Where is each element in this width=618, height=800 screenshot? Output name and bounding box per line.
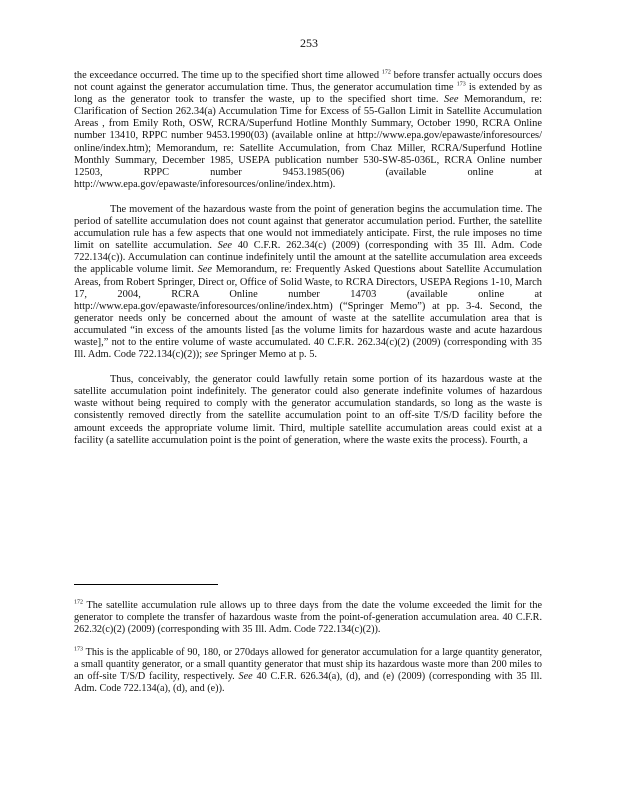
citation-signal: See	[238, 671, 253, 682]
footnotes	[74, 600, 542, 706]
body-text	[74, 70, 542, 460]
footnote-marker: 173	[74, 646, 83, 653]
text-segment: Springer Memo at p. 5.	[218, 349, 318, 361]
text-segment: before transfer actually occurs does not count against the generator accumulation time. Thus, the generator accumulation time	[74, 70, 542, 94]
citation-signal: see	[204, 349, 219, 361]
footnote-marker: 173	[456, 81, 466, 88]
footnote	[74, 600, 542, 636]
text-segment: 40 C.F.R. 262.34(c) (2009) (corresponding with 35 Ill. Adm. Code 722.134(c)). Accumulation can continue indefinitely until the amount at the satellite accumulation area exceeds the applicable volume limit.	[74, 240, 542, 276]
citation-signal: See	[217, 240, 233, 252]
text-segment: The satellite accumulation rule allows up to three days from the date the volume exceeded the limit for the generator to complete the transfer of hazardous waste from the point-of-generation accumulation area. 40 C.F.R. 262.32(c)(2) (2009) (corresponding with 35 Ill. Adm. Code 722.134(c)(2)).	[74, 600, 542, 635]
text-segment: Thus, conceivably, the generator could lawfully retain some portion of its hazardous waste at the satellite accumulation point indefinitely. The generator could also generate indefinite volumes of hazardous waste without being required to comply with the generator accumulation standards, so long as the waste is consistently removed directly from the satellite accumulation point to an off-site T/S/D facility before the amount exceeds the appropriate volume limit. Third, multiple satellite accumulation areas could exist at a facility (a satellite accumulation point is the point of generation, where the waste exits the process). Fourth, a	[74, 374, 542, 446]
footnote-marker: 172	[74, 599, 83, 606]
paragraph	[74, 204, 542, 361]
text-segment: 40 C.F.R. 626.34(a), (d), and (e) (2009) (corresponding with 35 Ill. Adm. Code 722.134(a), (d), and (e)).	[74, 671, 542, 694]
paragraph	[74, 70, 542, 191]
paragraph	[74, 374, 542, 447]
footnote	[74, 647, 542, 695]
page-number: 253	[300, 36, 318, 50]
footnote-marker: 172	[381, 69, 391, 76]
citation-signal: See	[197, 264, 212, 276]
text-segment: Memorandum, re: Frequently Asked Questions about Satellite Accumulation Areas, from Robert Springer, Direct or, Office of Solid Waste, to RCRA Directors, USEPA Regions 1-10, March 17, 2004, RCRA Online number 14703 (available online at http://www.epa.gov/epawaste/inforesources/online/index.htm) (“Springer Memo”) at pp. 3-4. Second, the generator needs only be concerned about the amount of waste at the satellite accumulation area that is accumulated “in excess of the amounts listed [as the volume limits for hazardous waste and acute hazardous waste],” not to the entire volume of waste accumulated. 40 C.F.R. 262.34(c)(2) (2009) (corresponding with 35 Ill. Adm. Code 722.134(c)(2));	[74, 264, 542, 361]
text-segment: is extended by as long as the generator took to transfer the waste, up to the specified short time.	[74, 82, 542, 106]
citation-signal: See	[444, 94, 459, 106]
footnote-separator	[74, 584, 218, 585]
text-segment: The movement of the hazardous waste from the point of generation begins the accumulation time. The period of satellite accumulation does not count against that generator accumulation period. Further, the satellite accumulation rule has a few aspects that one would not immediately anticipate. First, the rule imposes no time limit on satellite accumulation.	[74, 203, 542, 252]
text-segment: Memorandum, re: Clarification of Section 262.34(a) Accumulation Time for Excess of 55-Gallon Limit in Satellite Accumulation Areas , from Emily Roth, OSW, RCRA/Superfund Hotline Monthly Summary, October 1990, RCRA Online number 13410, RPPC number 9453.1990(03) (available online at http://www.epa.gov/epawaste/inforesources/ online/index.htm); Memorandum, re: Satellite Accumulation, from Chaz Miller, RCRA/Superfund Hotline Monthly Summary, December 1985, USEPA publication number 530-SW-85-036L, RCRA Online number 12503, RPPC number 9453.1985(06) (available online at http://www.epa.gov/epawaste/inforesources/online/index.htm).	[74, 94, 542, 190]
text-segment: This is the applicable of 90, 180, or 270days allowed for generator accumulation for a large quantity generator, a small quantity generator, or a small quantity generator that must ship its hazardous waste more than 200 miles to an off-site T/S/D facility, respectively.	[74, 647, 542, 682]
text-segment: the exceedance occurred. The time up to the specified short time allowed	[74, 70, 382, 81]
